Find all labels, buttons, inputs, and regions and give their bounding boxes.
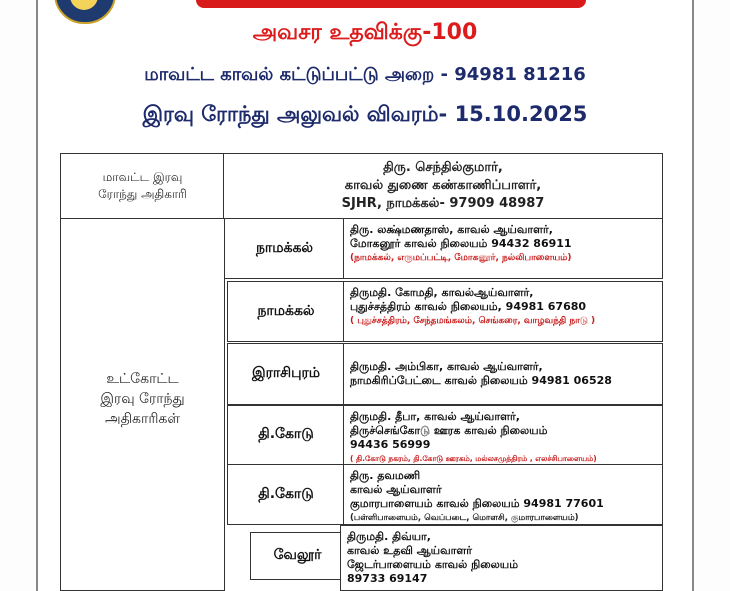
officer-cell-5 <box>343 464 663 525</box>
officer-cell-6 <box>340 525 663 591</box>
officer-line: திருமதி. கோமதி, காவல்ஆய்வாளர், <box>350 286 534 299</box>
control-room-line: மாவட்ட காவல் கட்டுப்பட்டு அறை - 94981 81216 <box>144 64 586 85</box>
district-officer-rank: காவல் துணை கண்காணிப்பாளர், <box>344 178 542 193</box>
subdivision-label-cell <box>60 218 225 591</box>
place-label: தி.கோடு <box>258 426 314 442</box>
place-label: தி.கோடு <box>258 485 314 502</box>
officer-phone-line: 89733 69147 <box>347 572 428 585</box>
officer-line: திரு. தவமணி <box>350 469 421 482</box>
district-label-line2: ரோந்து அதிகாரி <box>98 187 187 201</box>
coverage-note: (பள்ளிபாளையம், வெப்படை, மொளசி, குமாரபாளையம்) <box>350 513 579 523</box>
officer-cell-3 <box>343 343 663 405</box>
place-cell-rasipuram <box>227 343 345 405</box>
officer-rank-line: காவல் ஆய்வாளர் <box>350 483 442 496</box>
district-officer-contact: SJHR, நாமக்கல்- 97909 48987 <box>341 196 545 211</box>
officer-station-line: திருச்செங்கோடு ஊரக காவல் நிலையம் <box>350 424 548 437</box>
place-cell-velur <box>250 532 345 580</box>
cut-off-title-banner <box>196 0 586 8</box>
emergency-help-line: அவசர உதவிக்கு-100 <box>252 20 478 45</box>
subdivision-label-line1: உட்கோட்ட <box>106 370 179 387</box>
officer-station-line: குமாரபாளையம் காவல் நிலையம் 94981 77601 <box>350 497 604 510</box>
officer-station-line: புதுச்சத்திரம் காவல் நிலையம், 94981 67680 <box>350 300 587 313</box>
officer-cell-2 <box>343 281 663 342</box>
place-label: இராசிபுரம் <box>251 365 321 381</box>
officer-line: திருமதி. தீபா, காவல் ஆய்வாளர், <box>350 410 520 423</box>
officer-station-line: ஜேடர்பாளையம் காவல் நிலையம் <box>347 558 519 571</box>
officer-cell-1 <box>343 218 663 279</box>
officer-cell-4 <box>343 405 663 465</box>
place-label: வேலூர் <box>273 547 322 563</box>
place-cell-namakkal-1 <box>224 218 345 279</box>
place-cell-tiruchengode-2 <box>227 464 345 525</box>
place-cell-tiruchengode-1 <box>227 405 345 465</box>
officer-line: திரு. லக்ஷ்மணதாஸ், காவல் ஆய்வாளர், <box>350 223 553 236</box>
night-patrol-title: இரவு ரோந்து அலுவல் விவரம்- 15.10.2025 <box>142 102 588 126</box>
officer-phone-line: 94436 56999 <box>350 438 431 451</box>
coverage-note: (நாமக்கல், எருமப்பட்டி, மோகனூர், நல்லிபாளையம்) <box>350 253 572 263</box>
officer-line: திருமதி. அம்பிகா, காவல் ஆய்வாளர், <box>350 360 543 373</box>
coverage-note: ( புதுச்சத்திரம், சேந்தமங்கலம், செங்கரை, வாழவந்தி நாடு ) <box>350 316 596 326</box>
district-officer-name: திரு. செந்தில்குமார், <box>383 160 503 175</box>
coverage-note: ( தி.கோடு நகரம், தி.கோடு ஊரகம், மல்லசமுத்திரம் , எலச்சிபாளையம்) <box>350 454 597 463</box>
place-cell-namakkal-2 <box>227 281 345 342</box>
subdivision-label-line2: இரவு ரோந்து <box>100 390 185 407</box>
subdivision-label-line3: அதிகாரிகள் <box>105 410 180 427</box>
district-officer-cell <box>223 153 663 219</box>
place-label: நாமக்கல் <box>255 239 314 256</box>
district-label-line1: மாவட்ட இரவு <box>102 170 183 184</box>
officer-line: திருமதி. திவ்யா, <box>347 530 431 543</box>
officer-station-line: மோகனூர் காவல் நிலையம் 94432 86911 <box>350 237 572 250</box>
officer-rank-line: காவல் உதவி ஆய்வாளர் <box>347 544 473 557</box>
place-label: நாமக்கல் <box>257 302 315 319</box>
officer-station-line: நாமகிரிப்பேட்டை காவல் நிலையம் 94981 06528 <box>350 374 612 387</box>
district-officer-label-cell <box>60 153 225 219</box>
